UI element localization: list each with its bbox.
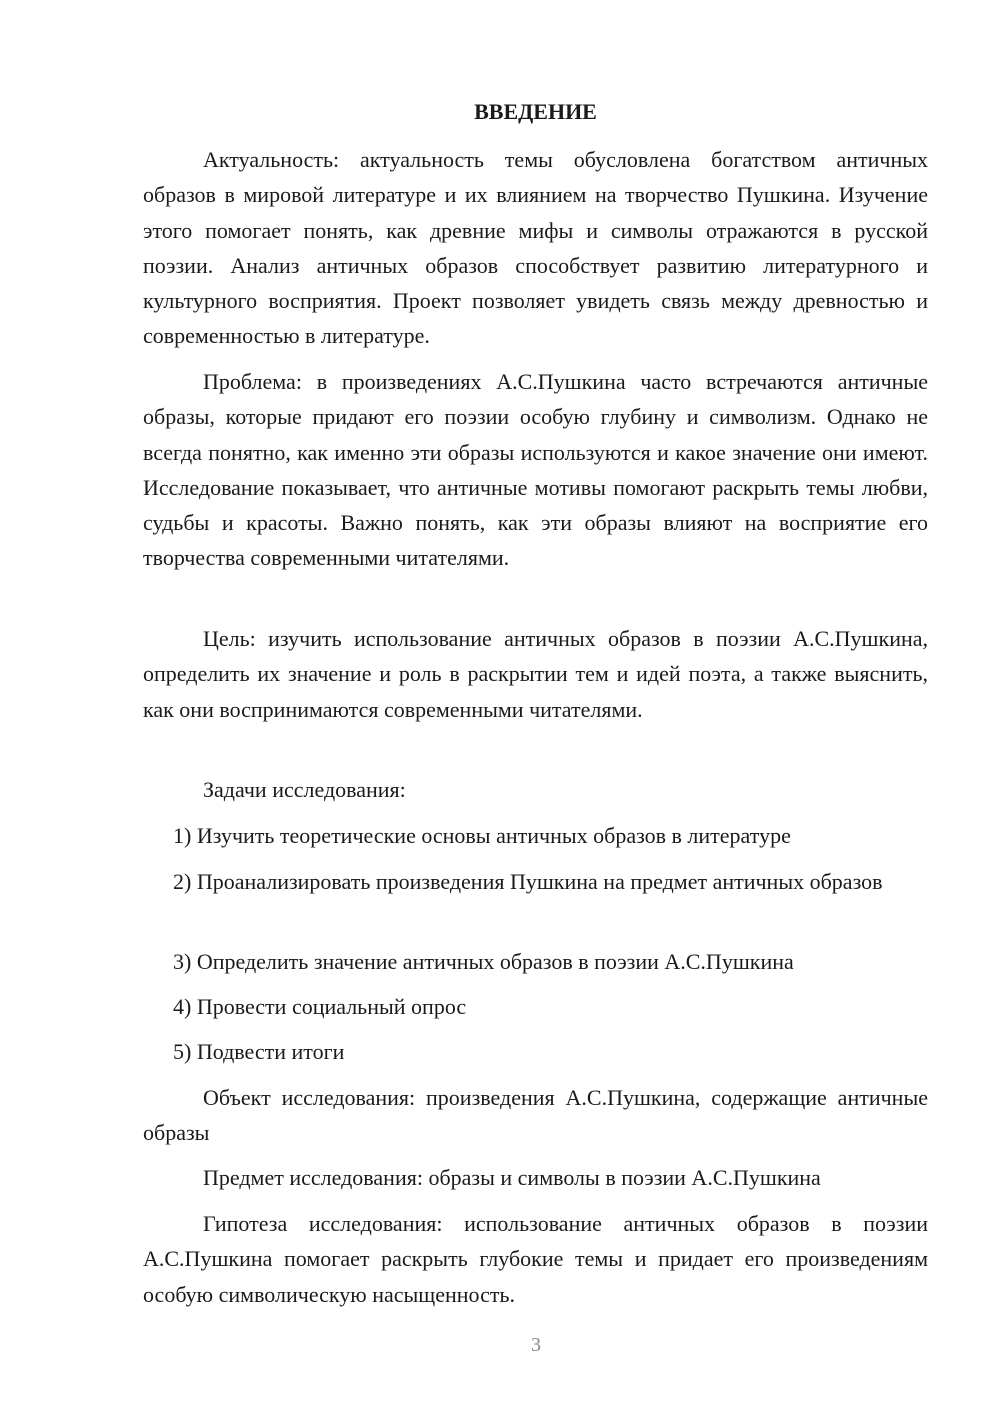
task-item-1: 1) Изучить теоретические основы античных образов в литературе [173,823,791,848]
task-item-5: 5) Подвести итоги [173,1039,345,1064]
task-item-2: 2) Проанализировать произведения Пушкина на предмет античных образов [173,869,883,894]
relevance-text: Актуальность: актуальность темы обусловлена богатством античных образов в мировой литературе и их влиянием на творчество Пушкина. Изучение этого помогает понять, как древние мифы и символы отражаются в русской поэзии. Анализ античных образов способствует развитию литературного и культурного восприятия. Проект позволяет увидеть связь между древностью и современностью в литературе. [143,147,928,349]
task-item [143,1034,928,1069]
tasks-heading-text: Задачи исследования: [203,777,406,802]
object-text: Объект исследования: произведения А.С.Пушкина, содержащие античные образы [143,1085,928,1146]
task-item [143,944,928,979]
task-item-4: 4) Провести социальный опрос [173,994,467,1019]
paragraph-hypothesis [143,1206,928,1312]
tasks-heading [143,772,928,807]
task-item-3: 3) Определить значение античных образов в поэзии А.С.Пушкина [173,949,794,974]
paragraph-subject [143,1160,928,1195]
subject-text: Предмет исследования: образы и символы в поэзии А.С.Пушкина [203,1165,821,1190]
paragraph-goal [143,621,928,727]
task-item [143,864,928,899]
problem-text: Проблема: в произведениях А.С.Пушкина часто встречаются античные образы, которые придают его поэзии особую глубину и символизм. Однако не всегда понятно, как именно эти образы используются и какое значение они имеют. Исследование показывает, что античные мотивы помогают раскрыть темы любви, судьбы и красоты. Важно понять, как эти образы влияют на восприятие его творчества современными читателями. [143,369,928,571]
task-item [143,818,928,853]
hypothesis-text: Гипотеза исследования: использование античных образов в поэзии А.С.Пушкина помогает раскрыть глубокие темы и придает его произведениям особую символическую насыщенность. [143,1211,928,1307]
paragraph-object [143,1080,928,1151]
task-item [143,989,928,1024]
paragraph-problem [143,364,928,576]
paragraph-relevance [143,142,928,354]
page-title: ВВЕДЕНИЕ [474,99,597,124]
goal-text: Цель: изучить использование античных образов в поэзии А.С.Пушкина, определить их значение и роль в раскрытии тем и идей поэта, а также выяснить, как они воспринимаются современными читателями. [143,626,928,722]
page-number: 3 [531,1334,541,1356]
